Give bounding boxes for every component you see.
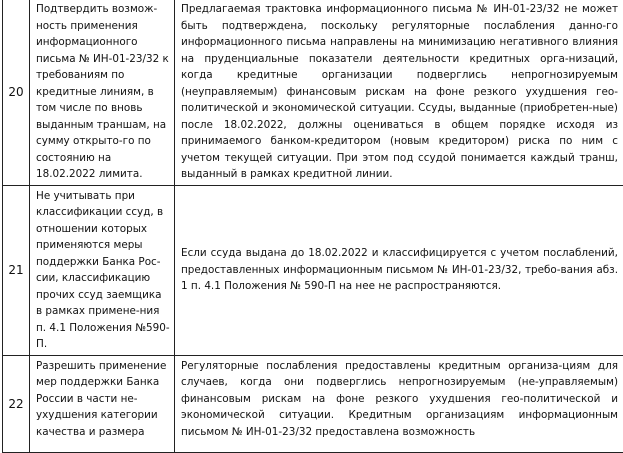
regulatory-qa-table	[2, 0, 623, 453]
question-text: Не учитывать при классификации ссуд, в отношении которых применяются меры поддержки Банка Рос-сии, классификацию прочих ссуд заемщика в рамках примене-ния п. 4.1 Положения №590-П.	[30, 186, 174, 355]
table-row	[3, 355, 623, 452]
row-number: 22	[3, 355, 30, 452]
answer-cell	[175, 0, 623, 185]
question-text: Разрешить применение мер поддержки Банка России в части не-ухудшения категории качества и размера	[30, 356, 174, 443]
question-cell	[30, 0, 175, 185]
answer-text: Если ссуда выдана до 18.02.2022 и классифицируется с учетом послаблений, предоставленных информационным письмом № ИН-01-23/32, требо-вания абз. 1 п. 4.1 Положения № 590-П на нее не распространяются.	[175, 243, 623, 297]
answer-text: Предлагаемая трактовка информационного письма № ИН-01-23/32 не может быть подтверждена, поскольку регуляторные послабления данно-го информационного письма направлены на минимизацию негативного влияния на пруденциальные показатели деятельности кредитных орга-низаций, когда кредитные организации подверглись непрогнозируемым (неуправляемым) финансовым рискам на фоне резкого ухудшения гео-политической и экономической ситуации. Ссуды, выданные (приобретен-ные) после 18.02.2022, должны оцениваться в общем порядке исходя из принимаемого банком-кредитором (новым кредитором) риска по ним с учетом текущей ситуации. При этом под ссудой понимается каждый транш, выданный в рамках кредитной линии.	[175, 0, 623, 185]
row-number: 21	[3, 185, 30, 355]
table-row	[3, 0, 623, 185]
answer-text: Регуляторные послабления предоставлены кредитным организа-циям для случаев, когда они подверглись непрогнозируемым (не-управляемым) финансовым рискам на фоне резкого ухудшения гео-политической и экономической ситуации. Кредитным организациям информационным письмом № ИН-01-23/32 предоставлена возможность	[175, 356, 623, 443]
table-row	[3, 185, 623, 355]
question-cell	[30, 185, 175, 355]
answer-cell	[175, 185, 623, 355]
row-number: 20	[3, 0, 30, 185]
answer-cell	[175, 355, 623, 452]
question-text: Подтвердить возмож-ность применения информационного письма № ИН-01-23/32 к требованиям по кредитные линиям, в том числе по вновь выданным траншам, на сумму открыто-го по состоянию на 18.02.2022 лимита.	[30, 0, 174, 185]
question-cell	[30, 355, 175, 452]
